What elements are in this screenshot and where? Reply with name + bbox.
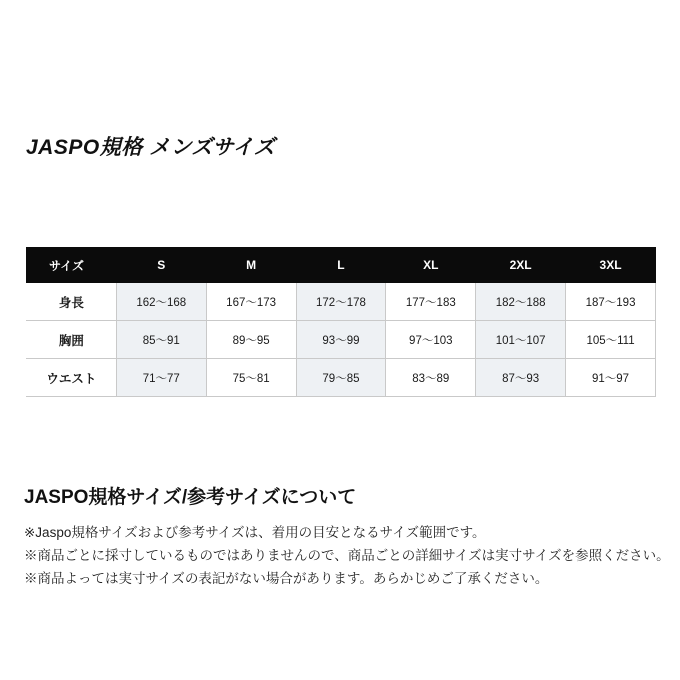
cell-height-m: 167〜173: [206, 283, 296, 321]
cell-chest-m: 89〜95: [206, 321, 296, 359]
cell-waist-m: 75〜81: [206, 359, 296, 397]
cell-waist-s: 71〜77: [116, 359, 206, 397]
note-item: ※商品ごとに採寸しているものではありませんので、商品ごとの詳細サイズは実寸サイズを参照ください。: [24, 548, 670, 563]
size-table: [26, 247, 656, 397]
cell-chest-s: 85〜91: [116, 321, 206, 359]
row-label-waist: ウエスト: [27, 359, 117, 397]
cell-waist-l: 79〜85: [296, 359, 386, 397]
cell-height-3xl: 187〜193: [566, 283, 656, 321]
cell-height-l: 172〜178: [296, 283, 386, 321]
note-item: ※Jaspo規格サイズおよび参考サイズは、着用の目安となるサイズ範囲です。: [24, 525, 486, 540]
cell-chest-xl: 97〜103: [386, 321, 476, 359]
table-row: [27, 321, 656, 359]
size-table-header: [27, 248, 656, 283]
table-header-row: [27, 248, 656, 283]
table-header-cell-xl: XL: [386, 248, 476, 283]
cell-waist-2xl: 87〜93: [476, 359, 566, 397]
notes-list: [24, 521, 670, 590]
cell-waist-xl: 83〜89: [386, 359, 476, 397]
cell-height-2xl: 182〜188: [476, 283, 566, 321]
row-label-chest: 胸囲: [27, 321, 117, 359]
cell-chest-3xl: 105〜111: [566, 321, 656, 359]
table-header-cell-size: サイズ: [27, 248, 117, 283]
cell-chest-l: 93〜99: [296, 321, 386, 359]
table-header-cell-l: L: [296, 248, 386, 283]
note-item: ※商品よっては実寸サイズの表記がない場合があります。あらかじめご了承ください。: [24, 571, 549, 586]
cell-height-xl: 177〜183: [386, 283, 476, 321]
table-header-cell-2xl: 2XL: [476, 248, 566, 283]
row-label-height: 身長: [27, 283, 117, 321]
table-header-cell-s: S: [116, 248, 206, 283]
page-title: JASPO規格 メンズサイズ: [26, 136, 276, 159]
table-header-cell-3xl: 3XL: [566, 248, 656, 283]
section-title-about-sizes: JASPO規格サイズ/参考サイズについて: [24, 487, 357, 508]
cell-waist-3xl: 91〜97: [566, 359, 656, 397]
cell-chest-2xl: 101〜107: [476, 321, 566, 359]
table-row: [27, 283, 656, 321]
size-table-body: [27, 283, 656, 397]
cell-height-s: 162〜168: [116, 283, 206, 321]
table-header-cell-m: M: [206, 248, 296, 283]
table-row: [27, 359, 656, 397]
